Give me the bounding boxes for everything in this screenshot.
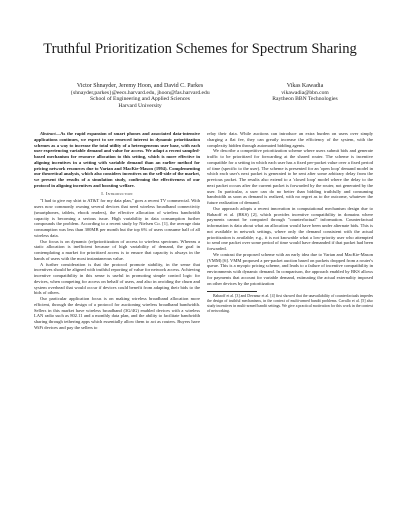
footnote-rule: [207, 291, 257, 292]
abstract: [34, 131, 200, 189]
right-column: [207, 131, 373, 313]
author-block-bbn: [250, 83, 360, 103]
body-paragraph: "I had to give my shirt to AT&T for my data plan," goes a recent TV commercial. With users now commonly owning several devices that need wireless broadband connectivity (smartphones, tablets, ebook readers), the effective allocation of wireless bandwidth capacity is becoming a serious issue. High variability in data consumption further compounds the problem. According to a recent study by Nielsen Co. [1], the average data consumption was less than 300MB per month but the top 6% of users consume half of all wireless data.: [34, 198, 200, 238]
body-paragraph: We describe a competitive prioritization scheme where users submit bids and generate traffic to be prioritized for forwarding at the shared router. The scheme is incentive compatible for a setting in which each user has a fixed per-packet value over a fixed period of time (specific to the user). The scheme is presented for an 'open loop' demand model in which each user's next packet is generated to be sent after some arbitrary delay from the previous packet. The results also extend to a 'closed loop' model where the delay to the next packet occurs after the current packet is forwarded by the router, not generated by the user. In particular, a user can do no better than bidding truthfully and consuming bandwidth as soon as demand is realized, with no regret as to the outcome, whatever the future realization of demand.: [207, 148, 373, 205]
author-affiliation: Harvard University: [118, 102, 162, 109]
body-paragraph: Our focus is on dynamic (re)prioritization of access to wireless spectrum. Whereas a static allocation is inefficient because of high variability of demand, the goal in contemplating a market for prioritized access is to ensure that capacity is always in the hands of users with the most instantaneous value.: [34, 238, 200, 261]
section-heading: I. Introduction: [101, 190, 133, 196]
body-paragraph: Our particular application focus is on making wireless broadband allocation more efficient, through the design of a protocol for auctioning wireless broadband bandwidth. Sellers in this market have wireless broadband (3G/4G) enabled devices with a wireless LAN radio such as 802.11 and a monthly data plan, and the ability to facilitate bandwidth sharing through tethering apps which essentially allow them to act as routers. Buyers have WiFi devices and pay the sellers to: [34, 296, 200, 330]
author-emails: vikawadia@bbn.com: [281, 89, 329, 96]
author-names: Victor Shnayder, Jeremy Hoon, and David C. Parkes: [76, 83, 204, 89]
author-affiliation: School of Engineering and Applied Sciences: [90, 96, 190, 103]
body-paragraph: A further consideration is that the protocol promote stability, in the sense that incentives should be aligned with truthful reporting of value for network access. Achieving incentive compatibility in this sense is useful in promoting simple control logic for devices, when competing for access on behalf of users, and also in avoiding the churn and system overhead that would occur if devices could benefit from adapting their bids to the bids of others.: [34, 261, 200, 296]
body-paragraph: relay their data. While auctions can introduce an extra burden on users over simply charging a flat fee, they can greatly increase the efficiency of the system, with the complexity hidden through automated bidding agents.: [207, 131, 373, 148]
author-emails: {shnayder,parkes}@eecs.harvard.edu, jhoon@fas.harvard.edu: [70, 89, 210, 96]
abstract-text: —As the rapid expansion of smart phones and associated data-intensive applications continues, we expect to see renewed interest in dynamic prioritization schemes as a way to increase the total utility of a heterogeneous user base, with each user experiencing variable demand and value for access. We adapt a recent sampled-based mechanism for resource allocation to this setting, which is more effective in aligning incentives in a setting with variable demand than an earlier method for pricing network resources due to Varian and MacKie-Mason (1994). Complementing our theoretical analysis, which also considers incentives on the sell-side of the market, we present the results of a simulation study, confirming the effectiveness of our protocol in aligning incentives and boosting welfare.: [34, 131, 200, 188]
left-column: [34, 131, 200, 331]
body-paragraph: We contrast the proposed scheme with an early idea due to Varian and MacKie-Mason (VMM) [6]. VMM proposed a per-packet auction based on packets dropped from a router's queue. This is a myopic pricing scheme, and leads to a failure of incentive compatibility in environments with dynamic demand. In comparison, the approach enabled by BKS allows for payments that account for variable demand, estimating the actual externality imposed on other devices by the prioritization: [207, 251, 373, 286]
author-affiliation: Raytheon BBN Technologies: [272, 96, 338, 103]
abstract-label: Abstract: [40, 131, 56, 136]
footnote: Babaoff et al. [3] and Devanur et al. [4] first showed that the unavailability of counterfactuals impedes the design of truthful mechanisms, in the context of multi-armed bandit problems. Cavallo et al. [5] also study incentives in multi-armed bandit settings. We give a practical motivation for this work in the context of networking.: [207, 294, 373, 313]
author-names: Vikas Kawadia: [286, 83, 324, 89]
body-paragraph: Our approach adopts a recent innovation in computational mechanism design due to Babaoff et al. (BKS) [2], which provides incentive compatibility in domains where payments cannot be computed through "counterfactual" information. Counterfactual information is data about what an allocation would have been under alternate bids. This is not available in network settings, where only the demand consistent with the actual prioritization is available; e.g., it is not knowable what a low-priority user who attempted to send one packet over some period of time would have demanded if that packet had been forwarded.: [207, 205, 373, 251]
paper-title: Truthful Prioritization Schemes for Spectrum Sharing: [43, 41, 357, 57]
author-block-harvard: [45, 83, 235, 109]
